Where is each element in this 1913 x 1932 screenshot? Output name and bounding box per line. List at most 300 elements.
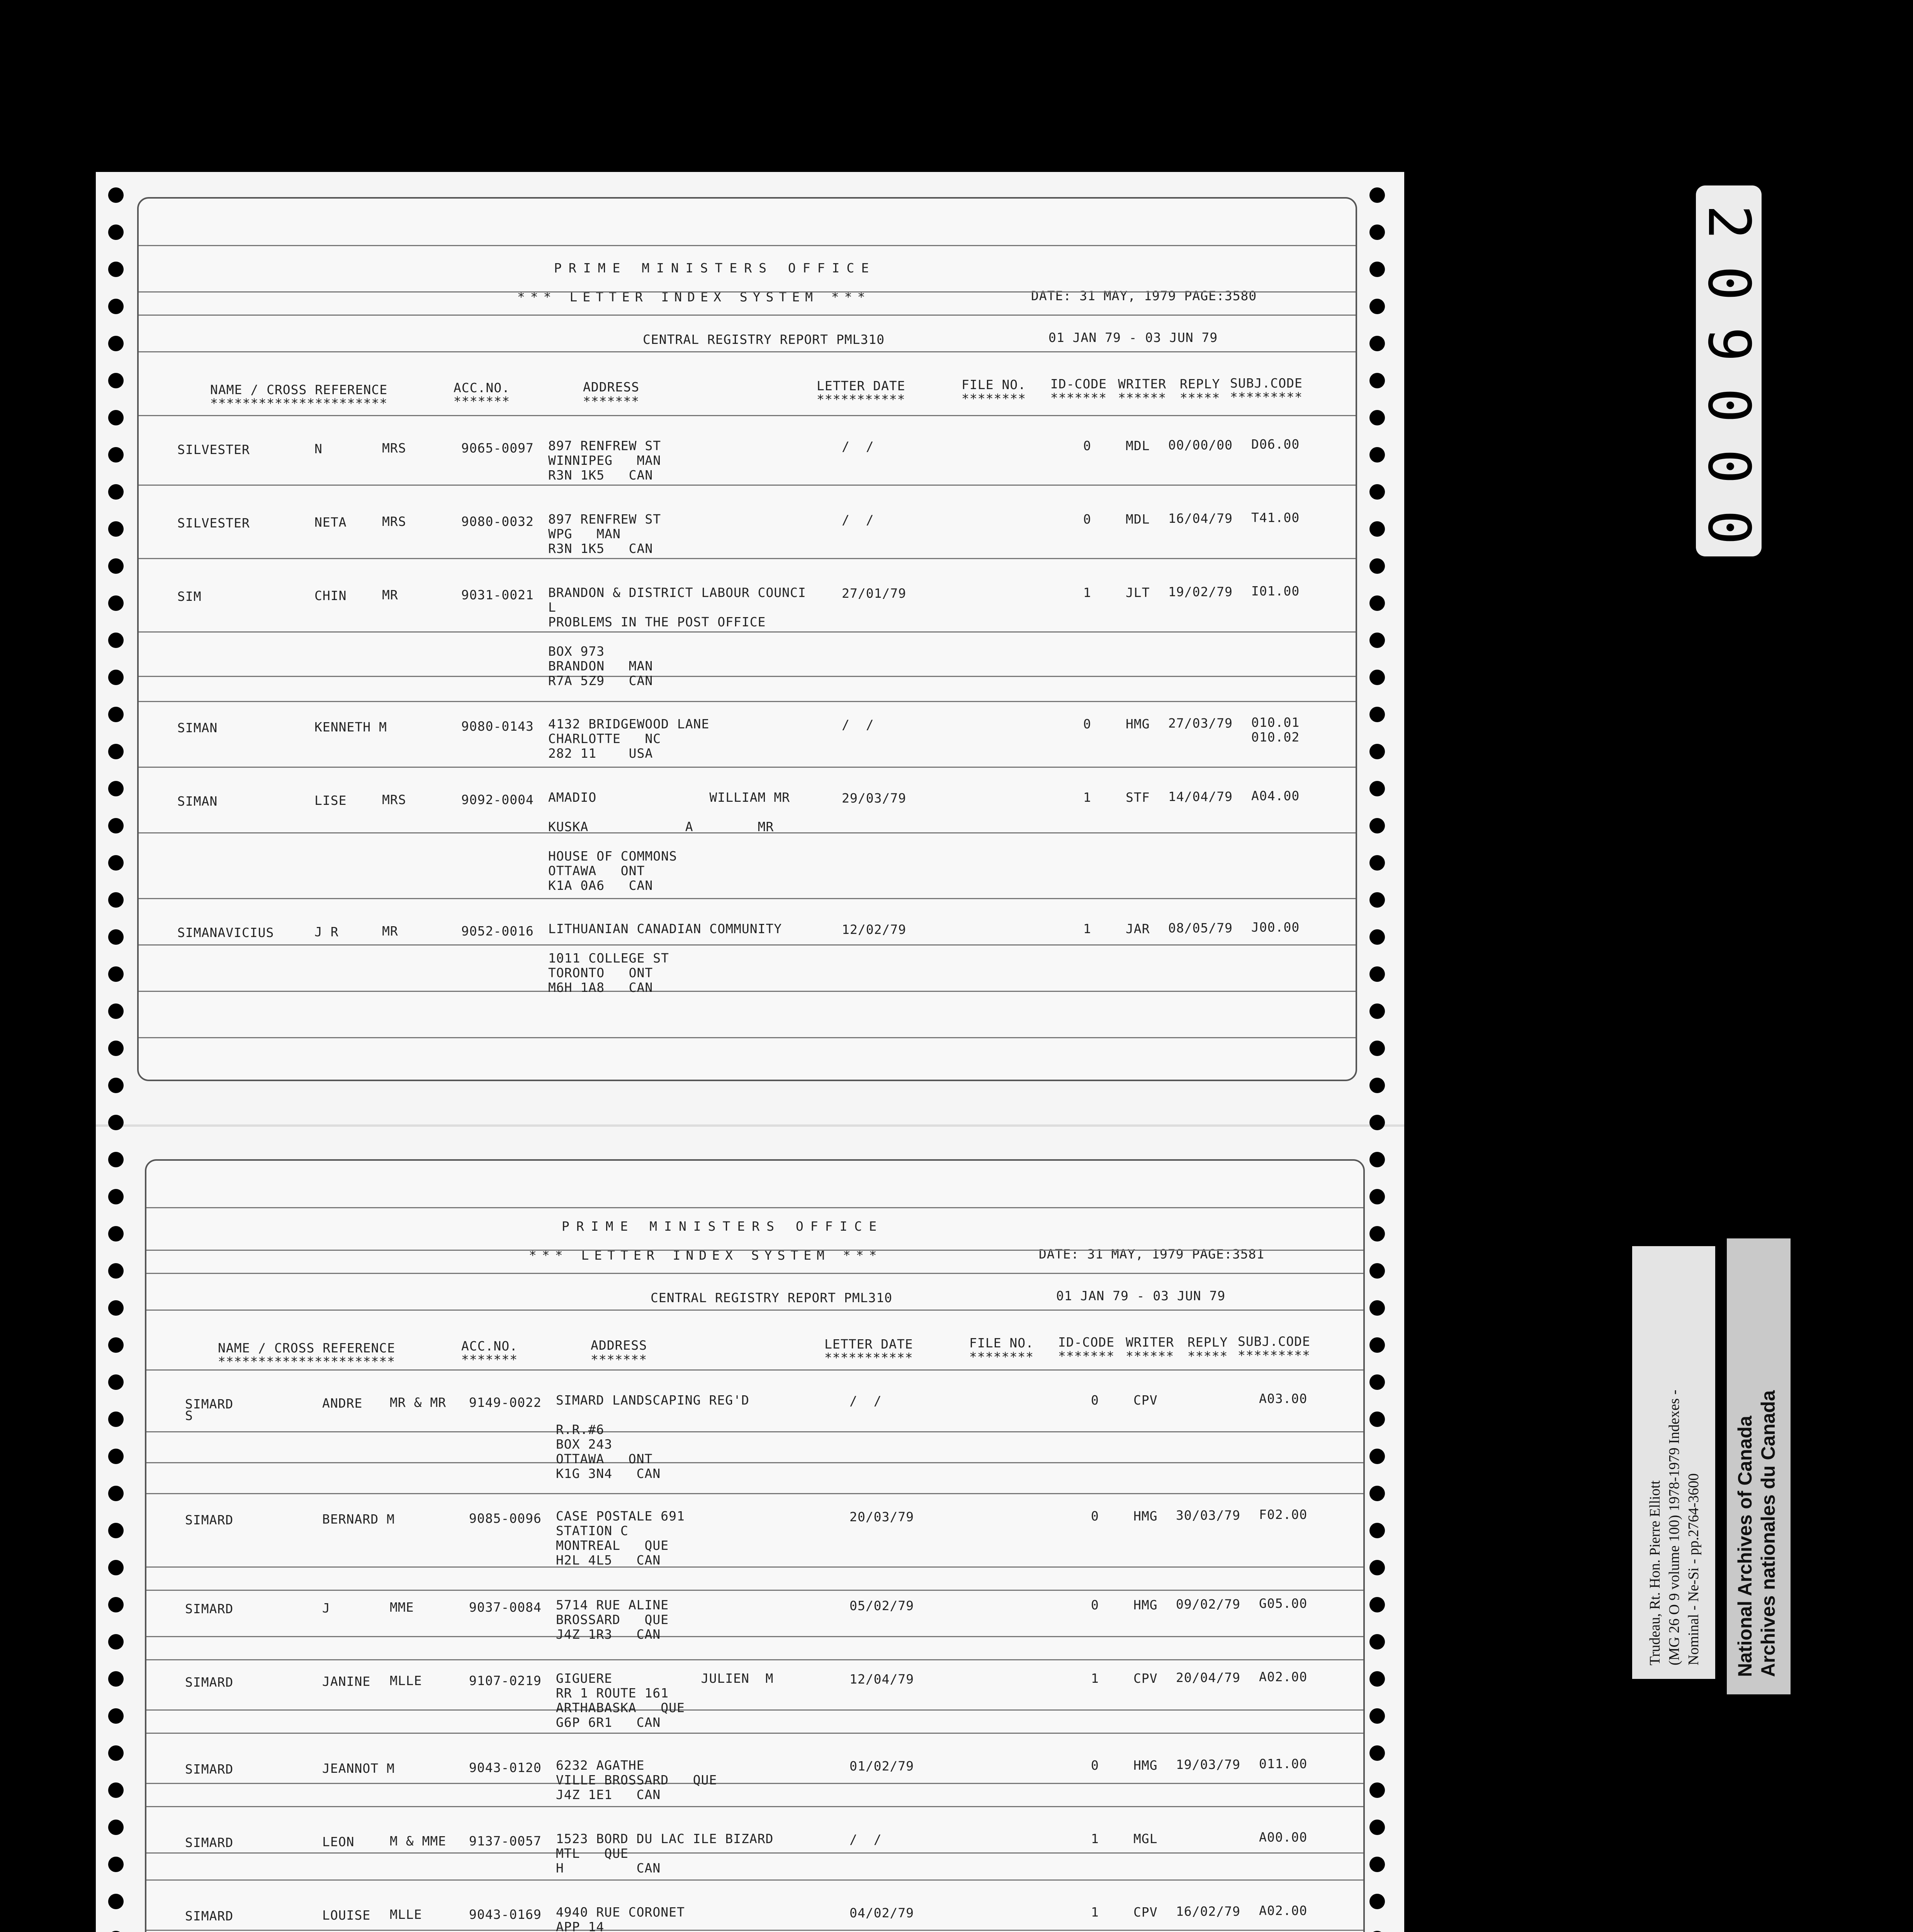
sprocket-hole: [1369, 1374, 1385, 1390]
sprocket-hole: [108, 1857, 124, 1872]
entry-address-line: LITHUANIAN CANADIAN COMMUNITY: [548, 921, 782, 936]
entry-acc-no: 9065-0097: [461, 440, 534, 456]
sprocket-hole: [1369, 707, 1385, 722]
col-reply-header: REPLY: [1180, 376, 1220, 391]
sprocket-hole: [108, 966, 124, 982]
archive-org-fr: Archives nationales du Canada: [1757, 1390, 1779, 1677]
entry-address-line: 4132 BRIDGEWOOD LANE: [548, 716, 710, 731]
sprocket-hole: [1369, 781, 1385, 796]
entry-writer: MDL: [1126, 512, 1150, 527]
entry-address-line: STATION C: [556, 1523, 629, 1538]
entry-letter-date: / /: [842, 717, 874, 732]
ruled-line: [146, 1273, 1363, 1274]
sprocket-hole: [108, 1745, 124, 1761]
sprocket-hole: [108, 187, 124, 203]
entry-writer: CPV: [1133, 1905, 1158, 1920]
col-reply-header: REPLY: [1188, 1335, 1228, 1350]
ruled-line: [146, 1806, 1363, 1807]
ruled-line: [139, 415, 1356, 416]
col-acc-header: ACC.NO.: [454, 380, 510, 395]
sprocket-hole: [1369, 1857, 1385, 1872]
entry-writer: HMG: [1133, 1509, 1158, 1524]
entry-address-line: 1011 COLLEGE ST: [548, 951, 669, 966]
sprocket-hole: [1369, 1337, 1385, 1353]
sprocket-hole: [108, 1597, 124, 1612]
entry-writer: CPV: [1133, 1671, 1158, 1686]
sprocket-hole: [108, 929, 124, 945]
col-name-header: NAME / CROSS REFERENCE: [218, 1340, 396, 1355]
ruled-line: [139, 1037, 1356, 1038]
entry-surname: SILVESTER: [177, 442, 250, 457]
entry-id-code: 1: [1083, 790, 1091, 805]
entry-subj-code: 011.00: [1259, 1756, 1308, 1771]
entry-letter-date: 20/03/79: [849, 1509, 914, 1524]
sprocket-hole: [1369, 1300, 1385, 1316]
ruled-line: [146, 1493, 1363, 1494]
entry-given-name: ANDRE: [322, 1396, 363, 1411]
col-file-no-underline: ********: [962, 391, 1026, 406]
sprocket-hole: [108, 262, 124, 277]
sprocket-hole: [108, 1782, 124, 1798]
sprocket-hole: [108, 484, 124, 500]
office-title: PRIME MINISTERS OFFICE: [562, 1219, 884, 1234]
entry-address-line: OTTAWA ONT: [556, 1451, 653, 1466]
sprocket-hole: [108, 1486, 124, 1501]
entry-subj-code: A00.00: [1259, 1830, 1308, 1845]
entry-reply-date: 16/02/79: [1176, 1904, 1240, 1919]
entry-surname: SIMANAVICIUS: [177, 925, 274, 940]
col-id-code-header: ID-CODE: [1050, 376, 1107, 391]
ruled-line: [146, 1879, 1363, 1881]
sprocket-hole: [1369, 1523, 1385, 1538]
entry-given-name: BERNARD M: [322, 1512, 395, 1527]
col-id-code-underline: *******: [1050, 390, 1107, 405]
entry-address-line: 4940 RUE CORONET: [556, 1905, 685, 1920]
entry-id-code: 0: [1091, 1597, 1099, 1612]
entry-letter-date: 01/02/79: [849, 1759, 914, 1774]
entry-writer: STF: [1126, 790, 1150, 805]
sprocket-hole: [1369, 1597, 1385, 1612]
ruled-line: [146, 1431, 1363, 1432]
entry-subj-code: F02.00: [1259, 1507, 1308, 1522]
sprocket-hole: [1369, 892, 1385, 908]
entry-letter-date: 12/02/79: [842, 922, 906, 937]
col-file-no-header: FILE NO.: [962, 377, 1026, 392]
entry-address-line: RR 1 ROUTE 161: [556, 1685, 669, 1701]
col-letter-date-header: LETTER DATE: [824, 1337, 913, 1352]
sprocket-hole: [1369, 1263, 1385, 1279]
report-name: CENTRAL REGISTRY REPORT PML310: [651, 1290, 893, 1305]
archive-label-line1: Trudeau, Rt. Hon. Pierre Elliott: [1647, 1480, 1663, 1665]
col-address-underline: *******: [583, 394, 640, 409]
ruled-line: [139, 898, 1356, 899]
entry-reply-date: 20/04/79: [1176, 1670, 1240, 1685]
entry-acc-no: 9137-0057: [469, 1833, 542, 1849]
entry-address-line: K1G 3N4 CAN: [556, 1466, 661, 1481]
col-letter-date-underline: ***********: [817, 392, 906, 407]
sprocket-hole: [108, 1894, 124, 1909]
left-sprocket-holes: [104, 172, 127, 1932]
col-writer-underline: ******: [1126, 1349, 1174, 1364]
sprocket-hole: [108, 1263, 124, 1279]
col-id-code-underline: *******: [1058, 1349, 1115, 1364]
entry-title: MRS: [382, 792, 406, 807]
entry-subj-code-2: 010.02: [1251, 730, 1300, 745]
entry-address-line: L: [548, 600, 556, 615]
sprocket-hole: [1369, 299, 1385, 314]
entry-address-line: 897 RENFREW ST: [548, 512, 661, 527]
sprocket-hole: [108, 1226, 124, 1242]
entry-subj-code: T41.00: [1251, 510, 1300, 525]
sprocket-hole: [1369, 1412, 1385, 1427]
entry-address-line: APP 14: [556, 1919, 605, 1932]
entry-given-name: CHIN: [314, 588, 347, 603]
entry-surname: SIMARD: [185, 1512, 234, 1527]
entry-id-code: 0: [1091, 1758, 1099, 1773]
sprocket-hole: [108, 744, 124, 759]
stamp-digit: 0: [1695, 449, 1762, 484]
entry-address-line: R7A 5Z9 CAN: [548, 673, 653, 688]
sprocket-hole: [108, 1708, 124, 1724]
sprocket-hole: [108, 299, 124, 314]
system-title: *** LETTER INDEX SYSTEM ***: [529, 1248, 882, 1263]
entry-surname-cont: S: [185, 1408, 193, 1423]
col-reply-underline: *****: [1180, 390, 1220, 405]
col-letter-date-underline: ***********: [824, 1350, 913, 1365]
entry-address-line: CHARLOTTE NC: [548, 731, 661, 746]
entry-address-line: H2L 4L5 CAN: [556, 1553, 661, 1568]
entry-surname: SIMARD: [185, 1835, 234, 1850]
entry-given-name: JEANNOT M: [322, 1761, 395, 1776]
sprocket-hole: [1369, 484, 1385, 500]
sprocket-hole: [1369, 1820, 1385, 1835]
ruled-line: [146, 1709, 1363, 1711]
entry-address-line: 1523 BORD DU LAC ILE BIZARD: [556, 1831, 774, 1846]
sprocket-hole: [1369, 818, 1385, 833]
ruled-line: [139, 701, 1356, 702]
ruled-line: [146, 1310, 1363, 1311]
entry-address-line: MONTREAL QUE: [556, 1538, 669, 1553]
ruled-line: [146, 1783, 1363, 1784]
date-page: DATE: 31 MAY, 1979 PAGE:3580: [1031, 288, 1257, 303]
entry-address-line: AMADIO WILLIAM MR: [548, 790, 790, 805]
sprocket-hole: [1369, 744, 1385, 759]
sprocket-hole: [108, 224, 124, 240]
col-address-underline: *******: [591, 1352, 647, 1367]
report-period: 01 JAN 79 - 03 JUN 79: [1048, 330, 1218, 345]
entry-address-line: BRANDON MAN: [548, 658, 653, 673]
ruled-line: [146, 1462, 1363, 1463]
sprocket-hole: [108, 1078, 124, 1093]
entry-writer: HMG: [1133, 1597, 1158, 1612]
col-subj-underline: *********: [1238, 1348, 1310, 1363]
ruled-line: [139, 676, 1356, 677]
entry-acc-no: 9043-0169: [469, 1907, 542, 1922]
entry-writer: JLT: [1126, 585, 1150, 600]
sprocket-hole: [108, 1374, 124, 1390]
entry-address-line: WINNIPEG MAN: [548, 453, 661, 468]
entry-title: MLLE: [390, 1907, 422, 1922]
ruled-line: [146, 1636, 1363, 1637]
entry-id-code: 1: [1091, 1831, 1099, 1846]
entry-address-line: ARTHABASKA QUE: [556, 1700, 685, 1715]
entry-reply-date: 08/05/79: [1168, 920, 1233, 935]
sprocket-hole: [1369, 966, 1385, 982]
entry-surname: SIMARD: [185, 1396, 234, 1412]
entry-letter-date: 04/02/79: [849, 1905, 914, 1920]
sprocket-hole: [1369, 855, 1385, 871]
sprocket-hole: [108, 1634, 124, 1650]
entry-address-line: KUSKA A MR: [548, 819, 774, 834]
sprocket-hole: [1369, 1003, 1385, 1019]
sprocket-hole: [108, 1671, 124, 1687]
ruled-line: [139, 767, 1356, 768]
sprocket-hole: [108, 1337, 124, 1353]
entry-acc-no: 9092-0004: [461, 792, 534, 807]
entry-id-code: 0: [1083, 438, 1091, 453]
report-period: 01 JAN 79 - 03 JUN 79: [1056, 1288, 1226, 1303]
sprocket-hole: [1369, 447, 1385, 463]
sprocket-hole: [108, 1412, 124, 1427]
col-subj-underline: *********: [1230, 389, 1303, 405]
entry-letter-date: 05/02/79: [849, 1598, 914, 1613]
sprocket-hole: [108, 670, 124, 685]
entry-writer: JAR: [1126, 921, 1150, 936]
entry-address-line: SIMARD LANDSCAPING REG'D: [556, 1393, 749, 1408]
sprocket-hole: [108, 521, 124, 537]
entry-id-code: 0: [1083, 716, 1091, 731]
entry-acc-no: 9080-0143: [461, 719, 534, 734]
entry-id-code: 0: [1083, 512, 1091, 527]
sprocket-hole: [1369, 521, 1385, 537]
col-name-underline: **********************: [218, 1354, 396, 1369]
col-acc-header: ACC.NO.: [461, 1338, 518, 1354]
col-acc-underline: *******: [454, 394, 510, 409]
sprocket-hole: [108, 595, 124, 611]
ruled-line: [146, 1930, 1363, 1931]
entry-title: MRS: [382, 440, 406, 456]
sprocket-hole: [108, 1041, 124, 1056]
entry-subj-code: 010.01: [1251, 715, 1300, 730]
entry-given-name: J: [322, 1600, 330, 1616]
sprocket-hole: [1369, 1634, 1385, 1650]
entry-id-code: 0: [1091, 1509, 1099, 1524]
entry-address-line: BRANDON & DISTRICT LABOUR COUNCI: [548, 585, 806, 600]
sprocket-hole: [1369, 595, 1385, 611]
entry-address-line: 6232 AGATHE: [556, 1758, 645, 1773]
entry-id-code: 1: [1083, 585, 1091, 600]
entry-address-line: 897 RENFREW ST: [548, 438, 661, 453]
entry-address-line: J4Z 1R3 CAN: [556, 1627, 661, 1642]
entry-letter-date: 12/04/79: [849, 1672, 914, 1687]
entry-address-line: H CAN: [556, 1861, 661, 1876]
col-subj-header: SUBJ.CODE: [1238, 1334, 1310, 1349]
entry-writer: HMG: [1126, 716, 1150, 731]
entry-given-name: LISE: [314, 793, 347, 808]
sprocket-hole: [1369, 1226, 1385, 1242]
entry-title: MME: [390, 1600, 414, 1615]
entry-surname: SIMAN: [177, 794, 218, 809]
sprocket-hole: [108, 447, 124, 463]
entry-address-line: 282 11 USA: [548, 746, 653, 761]
archive-label-line2: (MG 26 O 9 volume 100) 1978-1979 Indexes -: [1666, 1389, 1682, 1665]
col-writer-header: WRITER: [1118, 376, 1167, 391]
entry-acc-no: 9080-0032: [461, 514, 534, 529]
entry-subj-code: D06.00: [1251, 437, 1300, 452]
sprocket-hole: [108, 1449, 124, 1464]
entry-address-line: HOUSE OF COMMONS: [548, 849, 677, 864]
col-file-no-underline: ********: [969, 1349, 1034, 1364]
sprocket-hole: [1369, 1894, 1385, 1909]
entry-id-code: 1: [1091, 1671, 1099, 1686]
entry-title: MLLE: [390, 1673, 422, 1688]
entry-id-code: 1: [1091, 1905, 1099, 1920]
sprocket-hole: [108, 892, 124, 908]
entry-reply-date: 30/03/79: [1176, 1508, 1240, 1523]
entry-letter-date: / /: [849, 1832, 882, 1847]
ruled-line: [146, 1207, 1363, 1208]
sprocket-hole: [108, 855, 124, 871]
sprocket-hole: [1369, 1560, 1385, 1575]
entry-address-line: OTTAWA ONT: [548, 863, 645, 878]
entry-address-line: TORONTO ONT: [548, 965, 653, 980]
archive-label-line3: Nominal - Ne-Si - pp.2764-3600: [1685, 1473, 1702, 1665]
ruled-line: [146, 1659, 1363, 1660]
entry-reply-date: 14/04/79: [1168, 789, 1233, 804]
stamp-digit: 0: [1695, 265, 1762, 301]
col-address-header: ADDRESS: [583, 379, 640, 395]
report-page-3580: [137, 197, 1357, 1081]
sprocket-hole: [1369, 1449, 1385, 1464]
col-subj-header: SUBJ.CODE: [1230, 376, 1303, 391]
entry-writer: MGL: [1133, 1831, 1158, 1846]
entry-given-name: LEON: [322, 1834, 355, 1849]
entry-title: MR: [382, 923, 398, 939]
sprocket-hole: [1369, 224, 1385, 240]
entry-letter-date: / /: [849, 1393, 882, 1408]
col-address-header: ADDRESS: [591, 1338, 647, 1353]
stamp-digit: 2: [1695, 204, 1762, 240]
entry-reply-date: 00/00/00: [1168, 437, 1233, 452]
ruled-line: [139, 245, 1356, 246]
report-name: CENTRAL REGISTRY REPORT PML310: [643, 332, 885, 347]
system-title: *** LETTER INDEX SYSTEM ***: [517, 289, 871, 304]
ruled-line: [146, 1733, 1363, 1734]
entry-reply-date: 19/02/79: [1168, 584, 1233, 599]
entry-given-name: NETA: [314, 515, 347, 530]
entry-writer: CPV: [1133, 1393, 1158, 1408]
ruled-line: [139, 315, 1356, 316]
sprocket-hole: [1369, 1782, 1385, 1798]
ruled-line: [139, 944, 1356, 946]
entry-given-name: JANINE: [322, 1674, 371, 1689]
entry-acc-no: 9149-0022: [469, 1395, 542, 1410]
sprocket-hole: [1369, 929, 1385, 945]
entry-acc-no: 9043-0120: [469, 1760, 542, 1775]
sprocket-hole: [108, 1189, 124, 1204]
entry-letter-date: / /: [842, 439, 874, 454]
entry-title: MRS: [382, 514, 406, 529]
sprocket-hole: [108, 558, 124, 574]
ruled-line: [139, 558, 1356, 559]
entry-address-line: GIGUERE JULIEN M: [556, 1671, 774, 1686]
entry-address-line: WPG MAN: [548, 526, 621, 541]
entry-acc-no: 9107-0219: [469, 1673, 542, 1688]
sprocket-hole: [1369, 1152, 1385, 1167]
entry-writer: MDL: [1126, 438, 1150, 453]
entry-subj-code: I01.00: [1251, 583, 1300, 599]
sprocket-hole: [1369, 1115, 1385, 1130]
entry-address-line: K1A 0A6 CAN: [548, 878, 653, 893]
ruled-line: [146, 1566, 1363, 1568]
ruled-line: [146, 1369, 1363, 1371]
entry-writer: HMG: [1133, 1758, 1158, 1773]
entry-acc-no: 9037-0084: [469, 1600, 542, 1615]
entry-address-line: R3N 1K5 CAN: [548, 468, 653, 483]
ruled-line: [139, 291, 1356, 293]
ruled-line: [139, 485, 1356, 486]
sprocket-hole: [1369, 1078, 1385, 1093]
sprocket-hole: [1369, 1189, 1385, 1204]
col-file-no-header: FILE NO.: [969, 1335, 1034, 1350]
sprocket-hole: [108, 781, 124, 796]
entry-address-line: G6P 6R1 CAN: [556, 1715, 661, 1730]
sprocket-hole: [108, 707, 124, 722]
sprocket-hole: [1369, 1486, 1385, 1501]
report-page-3581: [145, 1159, 1365, 1932]
ruled-line: [146, 1590, 1363, 1591]
entry-title: M & MME: [390, 1833, 447, 1849]
entry-surname: SILVESTER: [177, 515, 250, 531]
entry-id-code: 1: [1083, 921, 1091, 936]
col-name-underline: **********************: [210, 396, 388, 411]
sprocket-hole: [1369, 336, 1385, 351]
sprocket-hole: [108, 1003, 124, 1019]
col-name-header: NAME / CROSS REFERENCE: [210, 382, 388, 397]
entry-letter-date: 27/01/79: [842, 586, 906, 601]
entry-reply-date: 16/04/79: [1168, 511, 1233, 526]
entry-reply-date: 19/03/79: [1176, 1757, 1240, 1772]
entry-subj-code: A04.00: [1251, 788, 1300, 803]
entry-address-line: PROBLEMS IN THE POST OFFICE: [548, 614, 766, 629]
sprocket-hole: [1369, 410, 1385, 425]
col-letter-date-header: LETTER DATE: [817, 378, 906, 393]
entry-address-line: BOX 973: [548, 644, 605, 659]
sprocket-hole: [108, 410, 124, 425]
entry-title: MR: [382, 587, 398, 602]
entry-letter-date: / /: [842, 512, 874, 527]
entry-address-line: R.R.#6: [556, 1422, 605, 1437]
ruled-line: [146, 1250, 1363, 1251]
col-writer-header: WRITER: [1126, 1335, 1174, 1350]
ruled-line: [146, 1852, 1363, 1854]
entry-address-line: MTL QUE: [556, 1846, 629, 1861]
entry-subj-code: G05.00: [1259, 1596, 1308, 1611]
entry-subj-code: A02.00: [1259, 1669, 1308, 1684]
entry-surname: SIMARD: [185, 1762, 234, 1777]
entry-address-line: J4Z 1E1 CAN: [556, 1787, 661, 1802]
entry-address-line: 5714 RUE ALINE: [556, 1597, 669, 1612]
sprocket-hole: [108, 1300, 124, 1316]
sprocket-hole: [108, 336, 124, 351]
entry-acc-no: 9052-0016: [461, 923, 534, 939]
archive-org-en: National Archives of Canada: [1734, 1415, 1756, 1677]
sprocket-hole: [108, 1560, 124, 1575]
entry-acc-no: 9085-0096: [469, 1511, 542, 1526]
entry-subj-code: J00.00: [1251, 920, 1300, 935]
stamp-digit: 0: [1695, 388, 1762, 423]
right-sprocket-holes: [1366, 172, 1389, 1932]
